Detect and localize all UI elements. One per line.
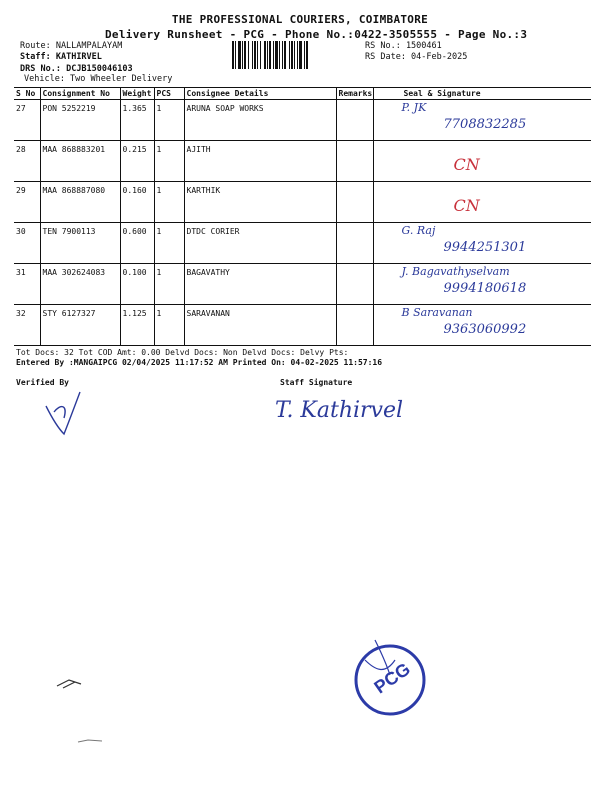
totals-line: Tot Docs: 32 Tot COD Amt: 0.00 Delvd Docs: Non Delvd Docs: Delvy Pts:: [16, 348, 349, 357]
barcode-bar: [284, 41, 286, 69]
cell-consignment-no: TEN 7900113: [40, 223, 120, 264]
verified-by-label: Verified By: [16, 378, 69, 387]
cell-pcs: 1: [154, 223, 184, 264]
cell-consignee: SARAVANAN: [184, 305, 336, 346]
header-pcs: PCS: [154, 88, 184, 100]
cell-consignee: DTDC CORIER: [184, 223, 336, 264]
barcode-bar: [297, 41, 298, 69]
staff-value: KATHIRVEL: [55, 52, 102, 62]
barcode-image: [232, 41, 357, 69]
barcode-bar: [294, 41, 295, 69]
cell-weight: 0.215: [120, 141, 154, 182]
cell-weight: 1.125: [120, 305, 154, 346]
cell-sno: 32: [14, 305, 40, 346]
cell-remarks: [336, 305, 373, 346]
cell-consignment-no: MAA 302624083: [40, 264, 120, 305]
handwritten-phone: 9994180618: [443, 281, 527, 296]
cell-consignment-no: MAA 868883201: [40, 141, 120, 182]
table-row: [14, 182, 591, 223]
cell-seal-signature: [373, 264, 591, 305]
header-weight: Weight: [120, 88, 154, 100]
cell-seal-signature: [373, 141, 591, 182]
cell-weight: 1.365: [120, 100, 154, 141]
handwritten-signature: CN: [453, 155, 480, 174]
runsheet-table: [14, 87, 591, 346]
table-row: [14, 100, 591, 141]
handwritten-signature: B Saravanan: [401, 306, 473, 319]
runsheet-subtitle: Delivery Runsheet - PCG - Phone No.:0422-3505555 - Page No.:3: [105, 28, 528, 41]
header-sno: S No: [14, 88, 40, 100]
cell-seal-signature: [373, 182, 591, 223]
barcode-bar: [248, 41, 249, 69]
ink-mark: [55, 676, 85, 690]
cell-seal-signature: [373, 100, 591, 141]
barcode-bar: [273, 41, 274, 69]
handwritten-signature: P. JK: [401, 101, 427, 114]
cell-sno: 28: [14, 141, 40, 182]
barcode-bar: [252, 41, 253, 69]
barcode-bar: [279, 41, 280, 69]
barcode-bar: [260, 41, 261, 69]
cell-consignee: KARTHIK: [184, 182, 336, 223]
barcode-bar: [264, 41, 266, 69]
company-title: THE PROFESSIONAL COURIERS, COIMBATORE: [171, 13, 429, 26]
cell-pcs: 1: [154, 264, 184, 305]
cell-seal-signature: [373, 305, 591, 346]
table-row: [14, 141, 591, 182]
cell-consignment-no: MAA 868887080: [40, 182, 120, 223]
verified-signature: [40, 388, 90, 440]
barcode-bar: [254, 41, 256, 69]
cell-weight: 0.600: [120, 223, 154, 264]
cell-pcs: 1: [154, 182, 184, 223]
barcode-bar: [238, 41, 241, 69]
cell-pcs: 1: [154, 100, 184, 141]
table-row: [14, 223, 591, 264]
barcode-bar: [289, 41, 290, 69]
vehicle-label: Vehicle: Two Wheeler Delivery: [24, 74, 173, 84]
staff-signature-label: Staff Signature: [280, 378, 353, 387]
cell-sno: 29: [14, 182, 40, 223]
barcode-bar: [244, 41, 246, 69]
handwritten-phone: 7708832285: [443, 117, 527, 132]
cell-sno: 30: [14, 223, 40, 264]
cell-remarks: [336, 223, 373, 264]
drs-value: DCJB150046103: [66, 64, 133, 74]
route-label: Route: NALLAMPALAYAM: [20, 41, 123, 51]
header-consignee: Consignee Details: [184, 88, 336, 100]
ink-mark-small: [76, 736, 106, 746]
handwritten-signature: CN: [453, 196, 480, 215]
handwritten-signature: G. Raj: [401, 224, 436, 237]
barcode-bar: [267, 41, 268, 69]
cell-sno: 27: [14, 100, 40, 141]
cell-remarks: [336, 264, 373, 305]
barcode-bar: [232, 41, 234, 69]
barcode-bar: [257, 41, 258, 69]
barcode-bar: [304, 41, 305, 69]
table-row: [14, 305, 591, 346]
handwritten-signature: J. Bagavathyselvam: [401, 265, 510, 278]
cell-pcs: 1: [154, 141, 184, 182]
drs-label: DRS No.:: [20, 64, 61, 74]
staff-label: Staff:: [20, 52, 51, 62]
cell-weight: 0.100: [120, 264, 154, 305]
barcode-bar: [242, 41, 243, 69]
header-seal-signature: Seal & Signature: [373, 88, 591, 100]
barcode-bar: [235, 41, 236, 69]
header-consignment: Consignment No: [40, 88, 120, 100]
header-remarks: Remarks: [336, 88, 373, 100]
staff-row: [20, 52, 102, 62]
entered-by-line: Entered By :MANGAIPCG 02/04/2025 11:17:52 AM Printed On: 04-02-2025 11:57:16: [16, 358, 383, 367]
staff-signature: T. Kathirvel: [275, 398, 404, 423]
cell-remarks: [336, 100, 373, 141]
handwritten-phone: 9363060992: [443, 322, 527, 337]
cell-consignment-no: PON 5252219: [40, 100, 120, 141]
barcode-bar: [299, 41, 302, 69]
cell-pcs: 1: [154, 305, 184, 346]
barcode-bar: [269, 41, 271, 69]
cell-consignee: ARUNA SOAP WORKS: [184, 100, 336, 141]
cell-weight: 0.160: [120, 182, 154, 223]
cell-consignee: BAGAVATHY: [184, 264, 336, 305]
table-row: [14, 264, 591, 305]
barcode-bar: [291, 41, 293, 69]
cell-seal-signature: [373, 223, 591, 264]
cell-sno: 31: [14, 264, 40, 305]
cell-remarks: [336, 141, 373, 182]
cell-remarks: [336, 182, 373, 223]
rs-date: RS Date: 04-Feb-2025: [365, 52, 468, 62]
barcode-bar: [306, 41, 308, 69]
barcode-bar: [282, 41, 283, 69]
cell-consignment-no: STY 6127327: [40, 305, 120, 346]
stamp-text: PCG: [370, 658, 414, 698]
handwritten-phone: 9944251301: [443, 240, 527, 255]
rs-number: RS No.: 1500461: [365, 41, 442, 51]
barcode-bar: [275, 41, 278, 69]
drs-row: [20, 64, 133, 74]
table-header-row: [14, 88, 591, 100]
cell-consignee: AJITH: [184, 141, 336, 182]
